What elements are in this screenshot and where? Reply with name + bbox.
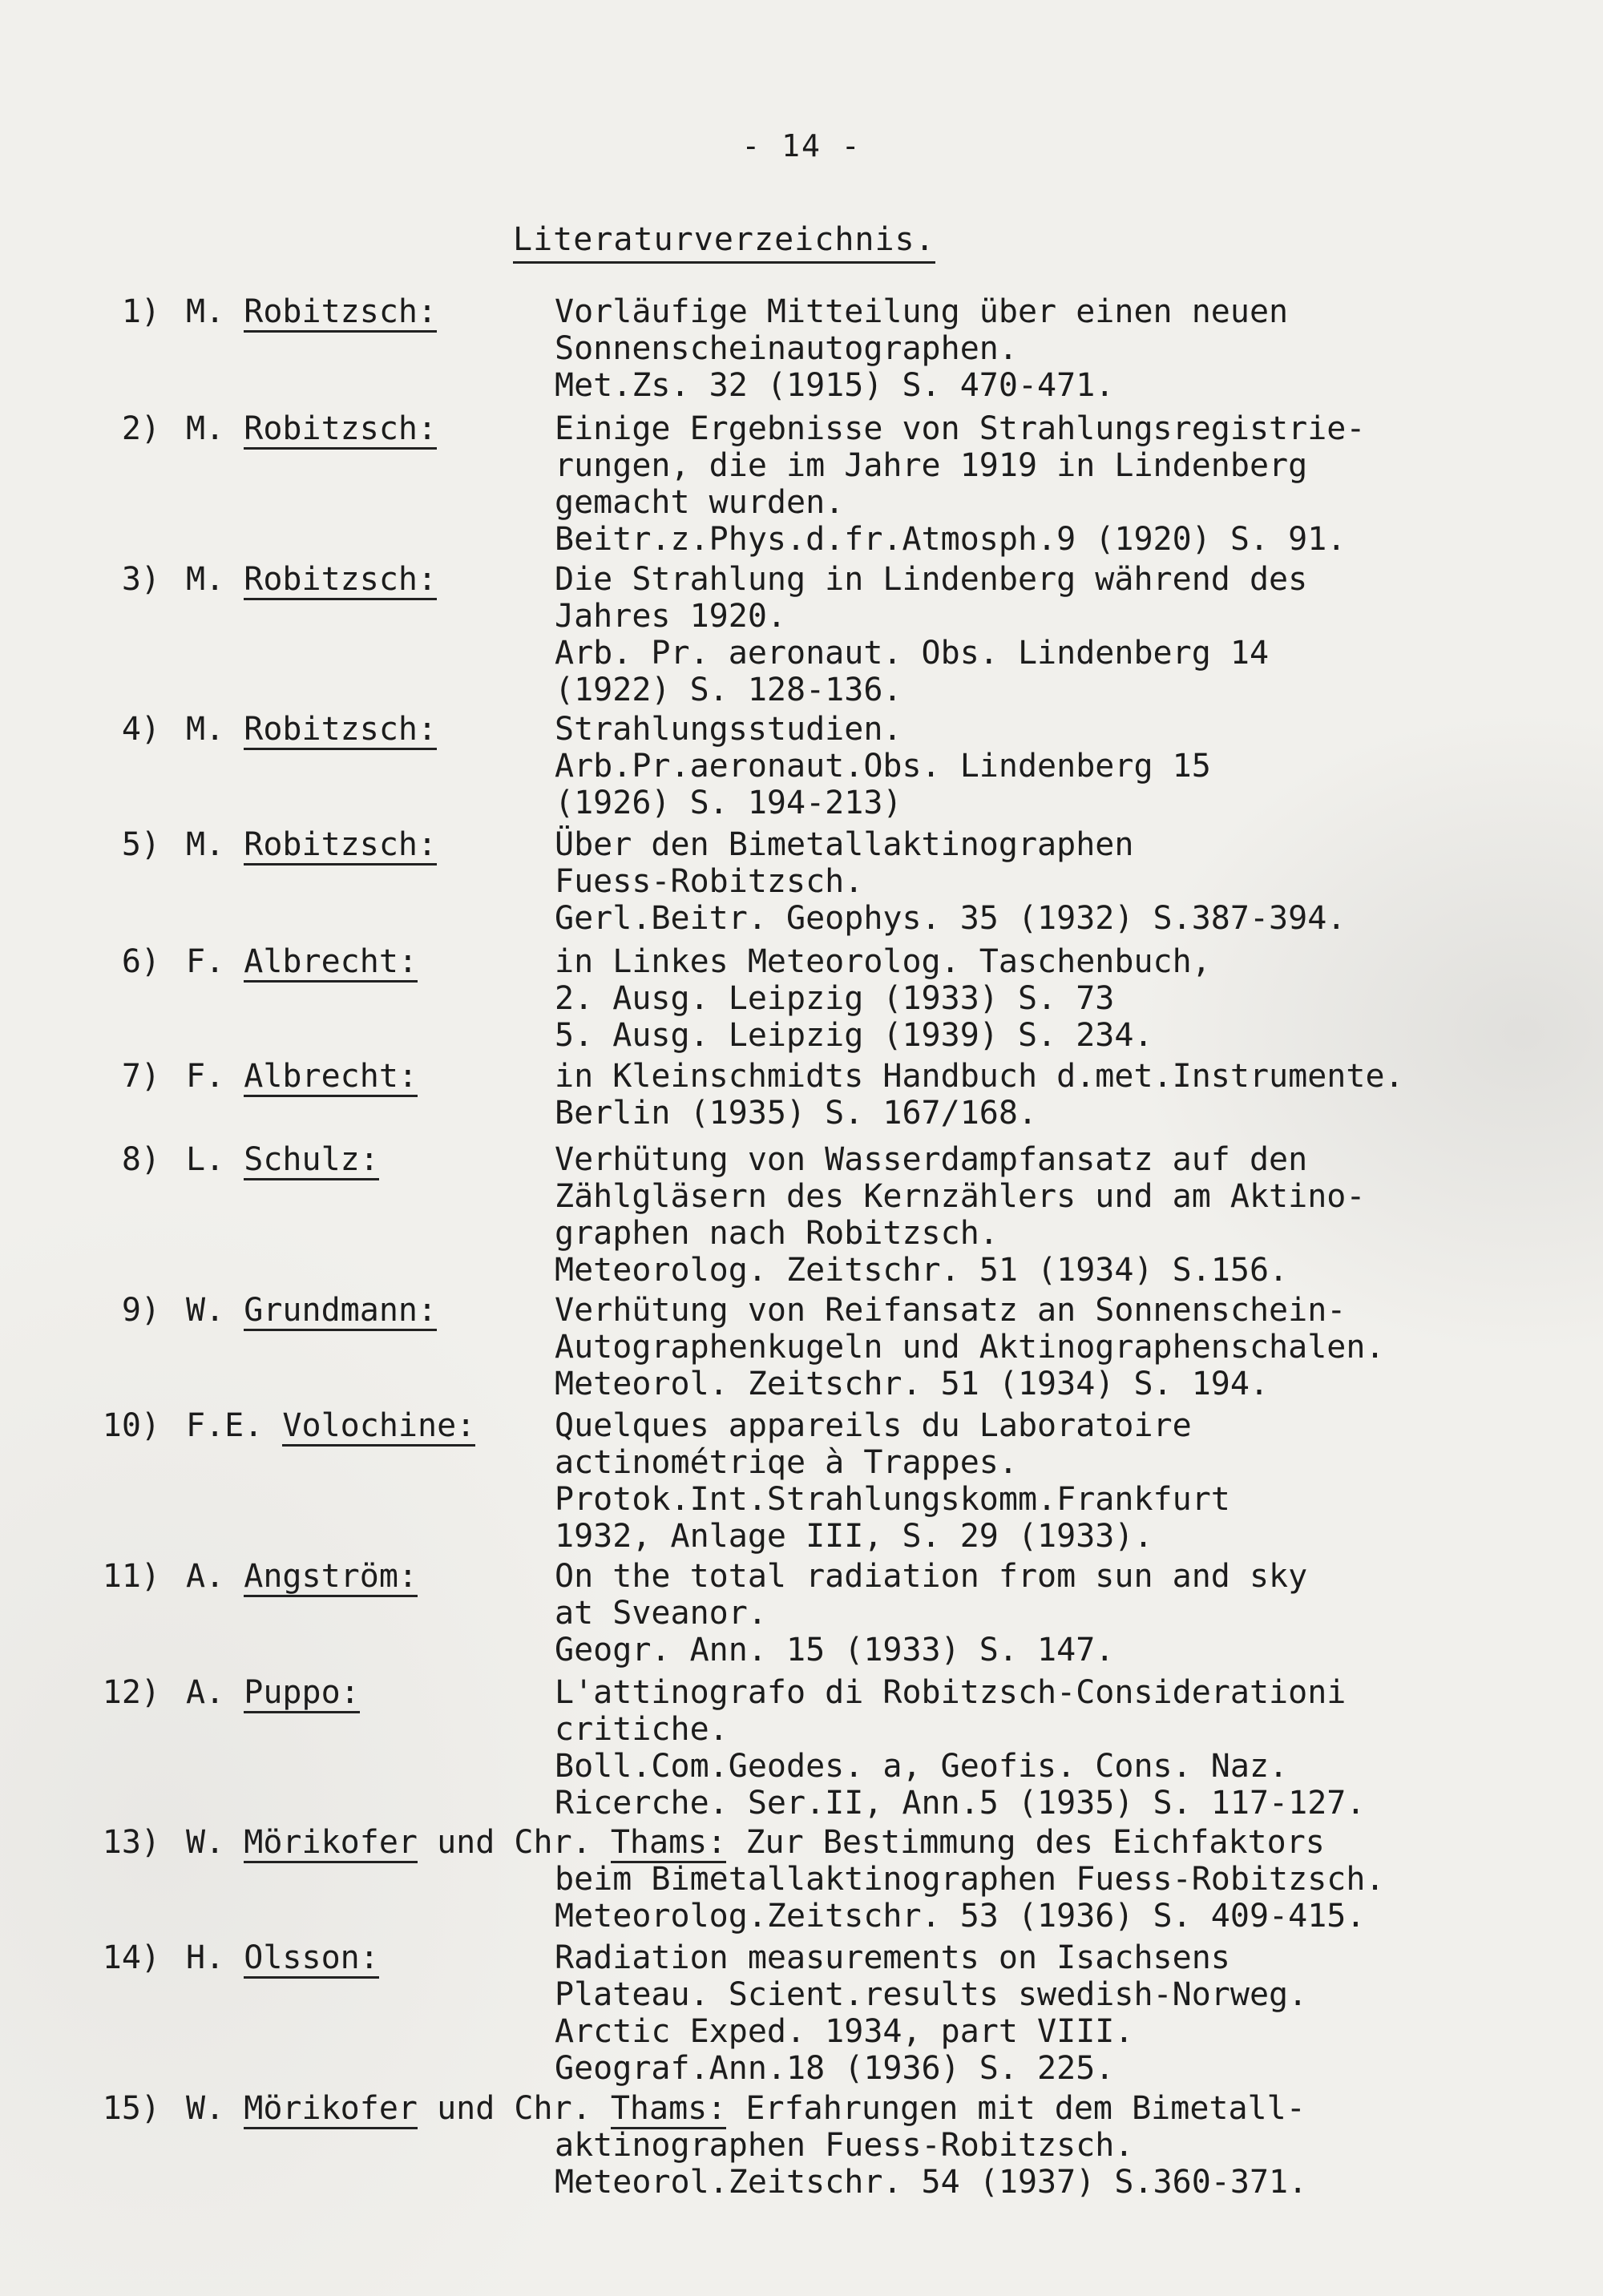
reference-number: 13) — [102, 1824, 160, 1861]
coauthor-initial: Chr. — [514, 1824, 611, 1861]
reference-line: Arctic Exped. 1934, part VIII. — [555, 2013, 1134, 2050]
author-name: Albrecht: — [244, 943, 418, 983]
reference-details — [555, 293, 1288, 404]
reference-details — [555, 1558, 1307, 1669]
reference-details — [555, 561, 1307, 708]
author-name: Robitzsch: — [244, 711, 437, 750]
author-name: Robitzsch: — [244, 293, 437, 333]
page-title: Literaturverzeichnis. — [513, 221, 935, 264]
reference-line: Meteorolog. Zeitschr. 51 (1934) S.156. — [555, 1252, 1289, 1289]
reference-line: Jahres 1920. — [555, 598, 786, 635]
reference-number: 10) — [102, 1407, 160, 1444]
reference-line: in Kleinschmidts Handbuch d.met.Instrumente. — [555, 1058, 1404, 1095]
author-initial: M. — [186, 711, 244, 748]
reference-number: 5) — [121, 826, 160, 863]
reference-line: Meteorolog.Zeitschr. 53 (1936) S. 409-415. — [555, 1898, 1366, 1935]
reference-line: beim Bimetallaktinographen Fuess-Robitzsch. — [555, 1861, 1385, 1898]
reference-line: Quelques appareils du Laboratoire — [555, 1407, 1192, 1444]
reference-author — [186, 1674, 360, 1711]
reference-details — [555, 1407, 1230, 1555]
reference-author — [186, 1939, 379, 1976]
reference-author — [186, 410, 437, 447]
reference-number: 2) — [121, 410, 160, 447]
reference-line: Sonnenscheinautographen. — [555, 330, 1018, 367]
reference-line: at Sveanor. — [555, 1595, 767, 1632]
reference-line: rungen, die im Jahre 1919 in Lindenberg — [555, 447, 1308, 484]
reference-line: Radiation measurements on Isachsens — [555, 1939, 1230, 1976]
reference-line: critiche. — [555, 1711, 729, 1748]
reference-line: 5. Ausg. Leipzig (1939) S. 234. — [555, 1017, 1153, 1054]
reference-details — [555, 2127, 1307, 2201]
reference-line: On the total radiation from sun and sky — [555, 1558, 1308, 1595]
reference-line: actinométriqe à Trappes. — [555, 1444, 1018, 1481]
coauthor-name: Thams: — [611, 1824, 727, 1863]
author-name: Schulz: — [244, 1141, 379, 1180]
author-name: Robitzsch: — [244, 561, 437, 600]
reference-line: (1922) S. 128-136. — [555, 672, 902, 708]
author-name: Angström: — [244, 1558, 418, 1597]
reference-line: Ricerche. Ser.II, Ann.5 (1935) S. 117-127. — [555, 1785, 1366, 1822]
reference-details — [555, 826, 1346, 937]
reference-details — [555, 410, 1365, 558]
reference-number: 11) — [102, 1558, 160, 1595]
reference-line: Die Strahlung in Lindenberg während des — [555, 561, 1308, 598]
reference-line: Gerl.Beitr. Geophys. 35 (1932) S.387-394. — [555, 900, 1347, 937]
reference-line: Met.Zs. 32 (1915) S. 470-471. — [555, 367, 1115, 404]
reference-line: Beitr.z.Phys.d.fr.Atmosph.9 (1920) S. 91. — [555, 521, 1347, 558]
reference-line: Geogr. Ann. 15 (1933) S. 147. — [555, 1632, 1115, 1669]
reference-author — [186, 1058, 418, 1095]
reference-author — [186, 1407, 475, 1444]
author-initial: M. — [186, 826, 244, 863]
author-name: Volochine: — [282, 1407, 475, 1447]
author-initial: A. — [186, 1674, 244, 1711]
reference-number: 8) — [121, 1141, 160, 1178]
author-name: Mörikofer — [244, 1824, 418, 1863]
author-name: Puppo: — [244, 1674, 360, 1713]
author-initial: L. — [186, 1141, 244, 1178]
reference-author — [186, 293, 437, 330]
author-name: Albrecht: — [244, 1058, 418, 1097]
reference-author — [186, 1292, 437, 1329]
reference-line: graphen nach Robitzsch. — [555, 1215, 999, 1252]
reference-details — [555, 1141, 1365, 1289]
reference-line: Meteorol. Zeitschr. 51 (1934) S. 194. — [555, 1366, 1270, 1402]
reference-line: (1926) S. 194-213) — [555, 785, 902, 821]
reference-line: 1932, Anlage III, S. 29 (1933). — [555, 1518, 1153, 1555]
author-initial: A. — [186, 1558, 244, 1595]
reference-title-first: Erfahrungen mit dem Bimetall- — [726, 2090, 1306, 2127]
reference-line: Plateau. Scient.results swedish-Norweg. — [555, 1976, 1308, 2013]
author-initial: W. — [186, 1824, 244, 1861]
author-initial: F. — [186, 1058, 244, 1095]
author-conjunction: und — [418, 1824, 515, 1861]
author-initial: F.E. — [186, 1407, 283, 1444]
author-initial: M. — [186, 293, 244, 330]
reference-line: 2. Ausg. Leipzig (1933) S. 73 — [555, 980, 1115, 1017]
reference-line: aktinographen Fuess-Robitzsch. — [555, 2127, 1134, 2164]
reference-number: 12) — [102, 1674, 160, 1711]
reference-number: 6) — [121, 943, 160, 980]
reference-author — [186, 711, 437, 748]
reference-details — [555, 1861, 1385, 1935]
reference-line: Über den Bimetallaktinographen — [555, 826, 1134, 863]
reference-details — [555, 1674, 1365, 1822]
reference-line: Verhütung von Wasserdampfansatz auf den — [555, 1141, 1308, 1178]
author-initial: M. — [186, 561, 244, 598]
reference-number: 15) — [102, 2090, 160, 2127]
reference-line: Geograf.Ann.18 (1936) S. 225. — [555, 2050, 1115, 2087]
reference-author — [186, 1558, 418, 1595]
reference-number: 9) — [121, 1292, 160, 1329]
author-name: Robitzsch: — [244, 410, 437, 450]
author-initial: F. — [186, 943, 244, 980]
coauthor-initial: Chr. — [514, 2090, 611, 2127]
reference-number: 7) — [121, 1058, 160, 1095]
reference-line: Einige Ergebnisse von Strahlungsregistrie- — [555, 410, 1366, 447]
reference-line: Boll.Com.Geodes. a, Geofis. Cons. Naz. — [555, 1748, 1289, 1785]
reference-details — [555, 1058, 1404, 1132]
reference-line: Zählgläsern des Kernzählers und am Aktino- — [555, 1178, 1366, 1215]
reference-line: Fuess-Robitzsch. — [555, 863, 864, 900]
author-initial: W. — [186, 1292, 244, 1329]
author-initial: H. — [186, 1939, 244, 1976]
reference-line: Verhütung von Reifansatz an Sonnenschein- — [555, 1292, 1347, 1329]
reference-author — [186, 826, 437, 863]
reference-author — [186, 561, 437, 598]
author-name: Mörikofer — [244, 2090, 418, 2129]
reference-line: L'attinografo di Robitzsch-Considerationi — [555, 1674, 1347, 1711]
reference-details — [555, 711, 1211, 821]
reference-number: 4) — [121, 711, 160, 748]
reference-line: Protok.Int.Strahlungskomm.Frankfurt — [555, 1481, 1230, 1518]
reference-line: Arb.Pr.aeronaut.Obs. Lindenberg 15 — [555, 748, 1211, 785]
reference-title-first: Zur Bestimmung des Eichfaktors — [726, 1824, 1325, 1861]
reference-line: Meteorol.Zeitschr. 54 (1937) S.360-371. — [555, 2164, 1308, 2201]
reference-details — [555, 1939, 1307, 2087]
page-number: - 14 - — [741, 128, 862, 163]
reference-number: 1) — [121, 293, 160, 330]
reference-line: Vorläufige Mitteilung über einen neuen — [555, 293, 1289, 330]
reference-line: Strahlungsstudien. — [555, 711, 902, 748]
author-name: Robitzsch: — [244, 826, 437, 866]
reference-number: 14) — [102, 1939, 160, 1976]
reference-number: 3) — [121, 561, 160, 598]
reference-authors — [186, 2090, 1306, 2127]
author-initial: M. — [186, 410, 244, 447]
reference-author — [186, 943, 418, 980]
author-initial: W. — [186, 2090, 244, 2127]
reference-line: Arb. Pr. aeronaut. Obs. Lindenberg 14 — [555, 635, 1270, 672]
author-name: Olsson: — [244, 1939, 379, 1979]
author-name: Grundmann: — [244, 1292, 437, 1331]
reference-authors — [186, 1824, 1325, 1861]
reference-line: Berlin (1935) S. 167/168. — [555, 1095, 1038, 1132]
reference-details — [555, 1292, 1385, 1402]
reference-author — [186, 1141, 379, 1178]
reference-line: Autographenkugeln und Aktinographenschalen. — [555, 1329, 1385, 1366]
coauthor-name: Thams: — [611, 2090, 727, 2129]
author-conjunction: und — [418, 2090, 515, 2127]
reference-details — [555, 943, 1211, 1054]
reference-line: gemacht wurden. — [555, 484, 845, 521]
reference-line: in Linkes Meteorolog. Taschenbuch, — [555, 943, 1211, 980]
